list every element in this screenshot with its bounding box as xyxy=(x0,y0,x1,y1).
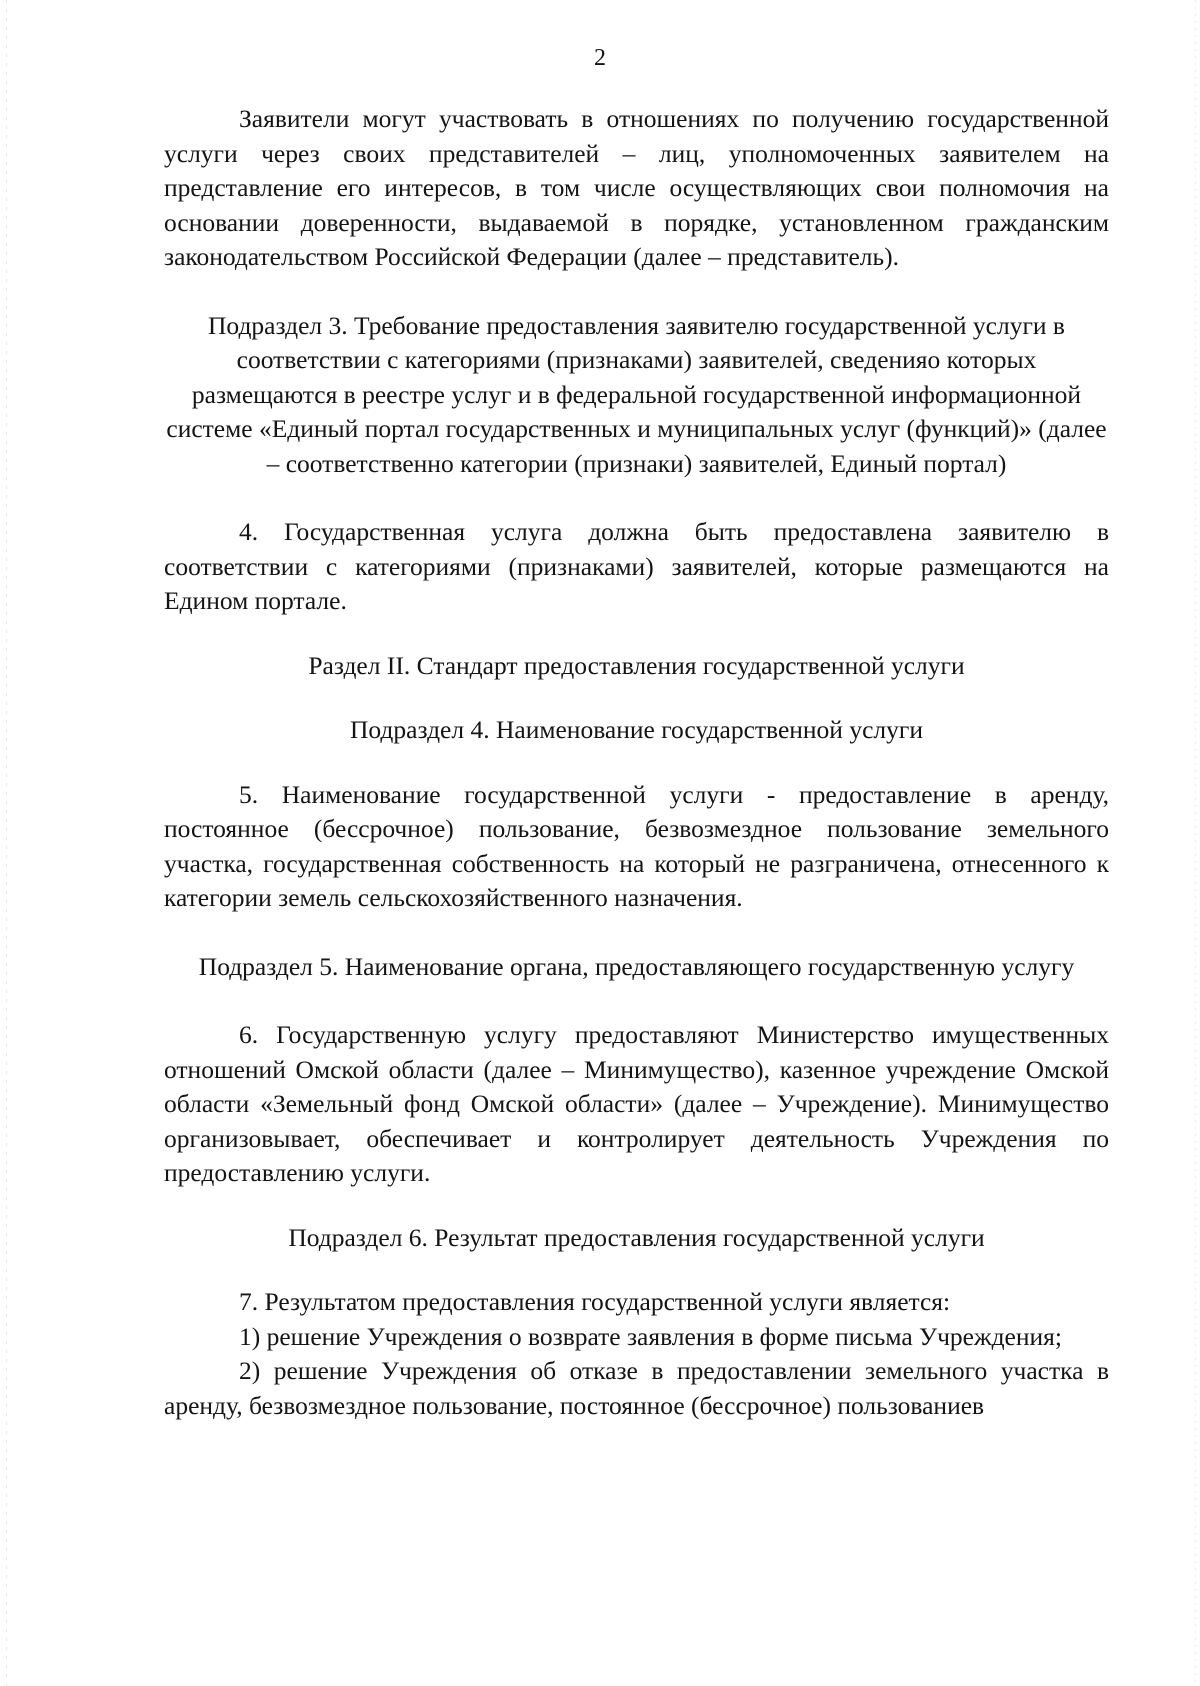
paragraph-item-7: 7. Результатом предоставления государственной услуги является: xyxy=(239,1287,951,1316)
heading-subsection-3: Подраздел 3. Требование предоставления заявителю государственной услуги в соответствии с категориями (признаками) заявителей, сведенияо которых размещаются в реестре услуг и в федеральной государственной информационной системе «Единый портал государственных и муниципальных услуг (функций)» (далее – соответственно категории (признаки) заявителей, Единый портал) xyxy=(166,310,1107,478)
paragraph-representatives: Заявители могут участвовать в отношениях по получению государственной услуги через своих представителей – лиц, уполномоченных заявителем на представление его интересов, в том числе осуществляющих свои полномочия на основании доверенности, выдаваемой в порядке, установленном гражданским законодательством Российской Федерации (далее – представитель). xyxy=(164,104,1109,271)
list-item-7-2: 2) решение Учреждения об отказе в предоставлении земельного участка в аренду, безвозмездное пользование, постоянное (бессрочное) пользованиев xyxy=(164,1356,1109,1420)
paragraph-item-5: 5. Наименование государственной услуги - предоставление в аренду, постоянное (бессрочное) пользование, безвозмездное пользование земельного участка, государственная собственность на который не разграничена, отнесенного к категории земель сельскохозяйственного назначения. xyxy=(164,779,1109,912)
heading-subsection-6: Подраздел 6. Результат предоставления государственной услуги xyxy=(288,1222,985,1252)
heading-subsection-5: Подраздел 5. Наименование органа, предоставляющего государственную услугу xyxy=(198,951,1075,981)
paragraph-item-4: 4. Государственная услуга должна быть предоставлена заявителю в соответствии с категориями (признаками) заявителей, которые размещаются на Едином портале. xyxy=(164,517,1109,615)
heading-subsection-4: Подраздел 4. Наименование государственной услуги xyxy=(350,715,923,744)
paragraph-item-6: 6. Государственную услугу предоставляют Министерство имущественных отношений Омской области (далее – Минимущество), казенное учреждение Омской области «Земельный фонд Омской области» (далее – Учреждение). Минимущество организовывает, обеспечивает и контролирует деятельность Учреждения по предоставлению услуги. xyxy=(164,1020,1109,1187)
scan-edge-right xyxy=(1195,0,1196,1686)
document-body xyxy=(164,102,1109,1423)
list-item-7-1: 1) решение Учреждения о возврате заявления в форме письма Учреждения; xyxy=(239,1321,1062,1351)
page-number: 2 xyxy=(594,45,606,71)
heading-section-2: Раздел II. Стандарт предоставления государственной услуги xyxy=(308,650,965,680)
scan-edge-left xyxy=(6,0,7,1686)
